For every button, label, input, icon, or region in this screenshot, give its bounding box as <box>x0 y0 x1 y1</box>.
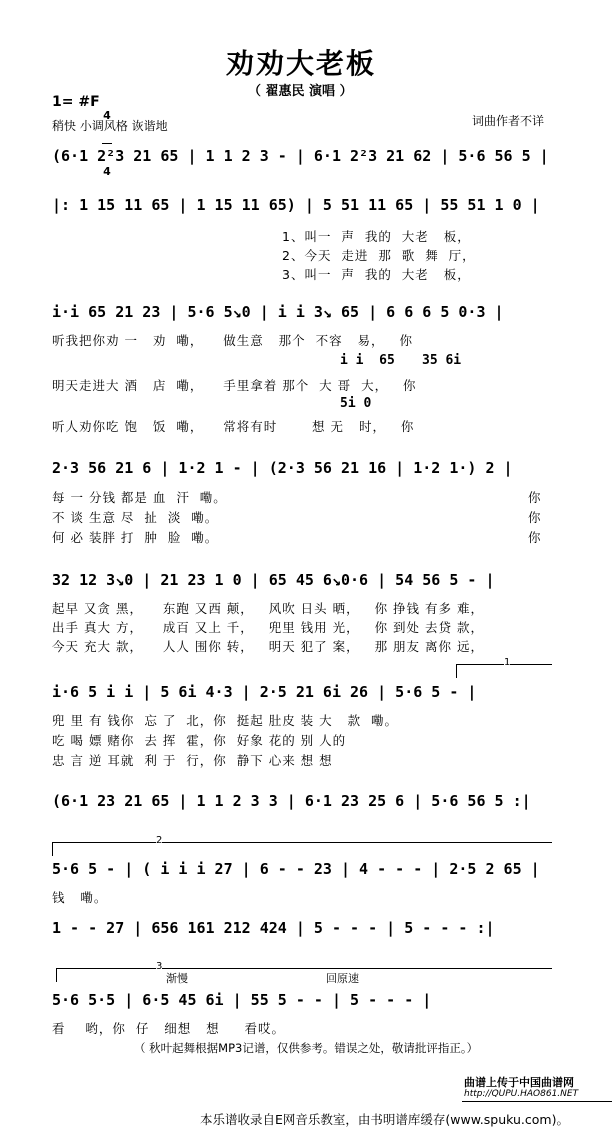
lyric-4-3: 何 必 装胖 打 肿 脸 嘞。 <box>52 530 219 545</box>
lyric-6-2: 吃 喝 嫖 赌你 去 挥 霍，你 好象 花的 别 人的 <box>52 733 347 748</box>
marking-ritardando: 渐慢 <box>166 972 188 985</box>
volta-1-number: 1 <box>504 657 511 668</box>
transcriber-note: （ 秋叶起舞根据MP3记谱，仅供参考。错误之处，敬请批评指正。） <box>134 1041 479 1055</box>
page-title: 劝劝大老板 <box>226 47 377 80</box>
upload-note: 曲谱上传于中国曲谱网 <box>464 1076 574 1089</box>
lyric-6-1: 兜 里 有 钱你 忘 了 北，你 挺起 肚皮 装 大 款 嘞。 <box>52 713 399 728</box>
author: 词曲作者不详 <box>472 114 545 128</box>
lyric-4-1: 每 一 分钱 都是 血 汗 嘞。 <box>52 490 227 505</box>
score-line-1: (6·1 2²3 21 65 | 1 1 2 3 - | 6·1 2²3 21 62 | 5·6 56 5 | <box>52 147 549 165</box>
alt-notes-3-c: 5i 0 <box>340 396 372 411</box>
score-line-9: 1 - - 27 | 656 161 212 424 | 5 - - - | 5 - - - :| <box>52 919 495 937</box>
volta-3-number: 3 <box>156 961 163 972</box>
volta-3-bracket <box>56 968 552 969</box>
score-line-4: 2·3 56 21 6 | 1·2 1 - | (2·3 56 21 16 | 1·2 1·) 2 | <box>52 459 513 477</box>
time-signature <box>102 88 112 188</box>
lyric-8-1: 钱 嘞。 <box>52 890 108 905</box>
volta-2-tick <box>52 842 53 856</box>
lyric-2-2: 2、今天 走进 那 歌 舞 厅， <box>282 248 476 263</box>
lyric-2-1: 1、叫一 声 我的 大老 板， <box>282 229 471 244</box>
lyric-4-tail-3: 你 <box>528 530 542 545</box>
score-line-10: 5·6 5·5 | 6·5 45 6i | 55 5 - - | 5 - - - | <box>52 991 432 1009</box>
lyric-4-tail-2: 你 <box>528 510 542 525</box>
score-line-2: |: 1 15 11 65 | 1 15 11 65) | 5 51 11 65 | 55 51 1 0 | <box>52 196 540 214</box>
source-credit: 本乐谱收录自E网音乐教室，由书明谱库缓存(www.spuku.com)。 <box>200 1112 569 1127</box>
lyric-5-2: 出手 真大 方， 成百 又上 千， 兜里 钱用 光， 你 到处 去贷 款， <box>52 620 484 635</box>
performer: （ 翟惠民 演唱 ） <box>248 84 353 99</box>
score-line-6: i·6 5 i i | 5 6i 4·3 | 2·5 21 6i 26 | 5·6 5 - | <box>52 683 477 701</box>
footer-divider <box>462 1101 612 1102</box>
score-line-8: 5·6 5 - | ( i i i 27 | 6 - - 23 | 4 - - - | 2·5 2 65 | <box>52 860 540 878</box>
lyric-4-tail-1: 你 <box>528 490 542 505</box>
alt-notes-3-a: i i 65 <box>340 353 395 368</box>
key-signature: 1= #F <box>52 94 100 110</box>
score-line-3: i·i 65 21 23 | 5·6 5↘0 | i i 3↘ 65 | 6 6 6 5 0·3 | <box>52 303 504 321</box>
lyric-3-1: 听我把你劝 一 劝 嘞， 做生意 那个 不容 易， 你 <box>52 333 413 348</box>
tempo-marking: 稍快 小调风格 诙谐地 <box>52 119 168 133</box>
volta-1-tick <box>456 664 457 678</box>
score-line-7: (6·1 23 21 65 | 1 1 2 3 3 | 6·1 23 25 6 | 5·6 56 5 :| <box>52 792 531 810</box>
upload-url: http://QUPU.HAO861.NET <box>464 1089 579 1099</box>
volta-3-tick <box>56 968 57 982</box>
time-top: 4 <box>103 109 111 122</box>
lyric-5-1: 起早 又贪 黑， 东跑 又西 颠， 风吹 日头 晒， 你 挣钱 有多 难， <box>52 601 484 616</box>
lyric-10-1: 看 哟，你 仔 细想 想 看哎。 <box>52 1021 286 1036</box>
lyric-6-3: 忠 言 逆 耳就 利 于 行，你 静下 心来 想 想 <box>52 753 333 768</box>
lyric-5-3: 今天 充大 款， 人人 围你 转， 明天 犯了 案， 那 朋友 离你 远， <box>52 639 484 654</box>
lyric-3-2: 明天走进大 酒 店 嘞， 手里拿着 那个 大 哥 大， 你 <box>52 378 417 393</box>
score-line-5: 32 12 3↘0 | 21 23 1 0 | 65 45 6↘0·6 | 54 56 5 - | <box>52 571 495 589</box>
lyric-4-2: 不 谈 生意 尽 扯 淡 嘞。 <box>52 510 219 525</box>
volta-2-number: 2 <box>156 835 163 846</box>
lyric-3-3: 听人劝你吃 饱 饭 嘞， 常将有时 想 无 时， 你 <box>52 419 415 434</box>
lyric-2-3: 3、叫一 声 我的 大老 板， <box>282 267 471 282</box>
time-bottom: 4 <box>103 165 111 178</box>
alt-notes-3-b: 35 6i <box>422 353 462 368</box>
volta-2-bracket <box>52 842 552 843</box>
marking-a-tempo: 回原速 <box>326 972 359 985</box>
